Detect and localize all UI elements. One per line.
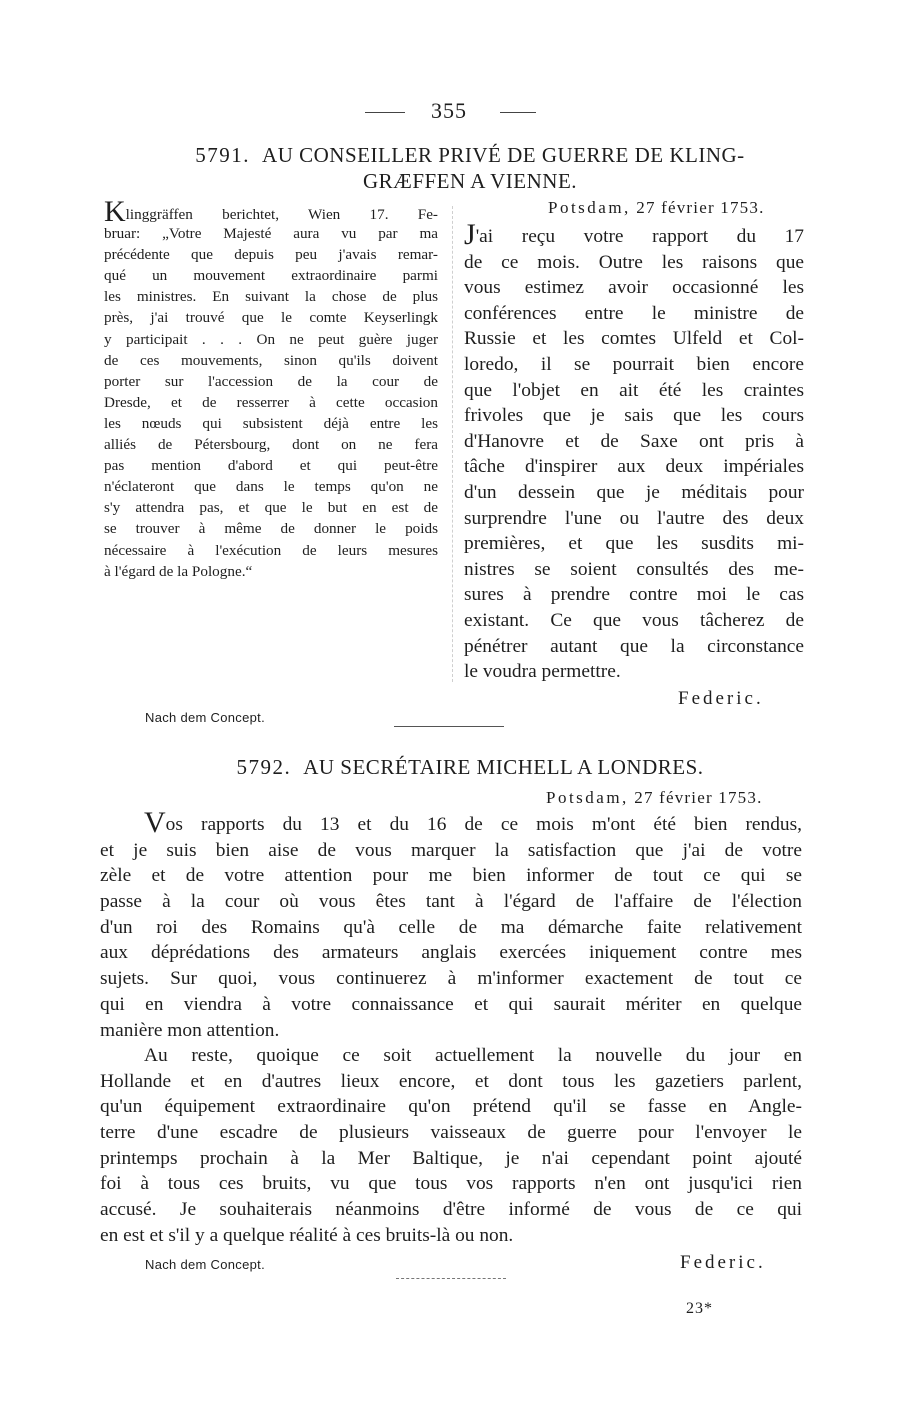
doc-5791-signature: Federic.	[678, 688, 764, 709]
text-line: de ces mouvements, sinon qu'ils doivent	[104, 351, 438, 369]
header-rule-right	[500, 112, 536, 113]
text-line: Au reste, quoique ce soit actuellement la nouvelle du jour en	[144, 1045, 802, 1066]
text-line: qui en viendra à votre connaissance et qui saurait mériter en quelque	[100, 993, 802, 1015]
text-line: précédente que depuis peu j'avais remar-	[104, 246, 438, 264]
dateline-place: Potsdam,	[546, 788, 629, 807]
doc-5792-paragraph-1	[100, 806, 802, 1043]
dateline-date: 27 février 1753.	[634, 788, 763, 807]
text-line: de ce mois. Outre les raisons que	[464, 251, 804, 273]
text-line: passe à la cour où vous êtes tant à l'égard de l'affaire de l'élection	[100, 891, 802, 913]
doc-5791-number: 5791.	[195, 143, 251, 167]
text-line: zèle et de votre attention pour me bien informer de tout ce qui se	[100, 865, 802, 887]
text-line: aux déprédations des armateurs anglais exercées iniquement contre mes	[100, 942, 802, 964]
line-text: 'ai reçu votre rapport du 17	[475, 226, 804, 247]
column-divider	[452, 206, 453, 682]
text-line: près, j'ai trouvé que le comte Keyserlingk	[104, 309, 438, 327]
text-line: d'un dessein que je méditais pour	[464, 481, 804, 503]
line-text: linggräffen berichtet, Wien 17. Fe-	[125, 206, 438, 223]
text-line: en est et s'il y a quelque réalité à ces bruits-là ou non.	[100, 1224, 514, 1246]
initial-letter: J	[464, 218, 476, 251]
doc-5791-title	[90, 142, 850, 194]
text-line: tâche d'inspirer aux deux impériales	[464, 456, 804, 478]
doc-5792-paragraph-2	[100, 1043, 802, 1249]
header-rule-left	[365, 112, 405, 113]
text-line: y participait . . . On ne peut guère juger	[104, 330, 438, 348]
text-line: que l'objet en ait été les craintes	[464, 379, 804, 401]
text-line: terre d'une escadre de plusieurs vaisseaux de guerre pour l'envoyer le	[100, 1122, 802, 1144]
text-line: frivoles que je sais que les cours	[464, 405, 804, 427]
text-line	[464, 218, 804, 251]
line-text: os rapports du 13 et du 16 de ce mois m'ont été bien rendus,	[165, 814, 802, 835]
initial-letter: K	[104, 195, 126, 228]
text-line: à l'égard de la Pologne.“	[104, 562, 253, 580]
section-divider	[394, 726, 504, 727]
text-line: les ministres. En suivant la chose de plus	[104, 288, 438, 306]
doc-5791-dateline	[548, 198, 765, 218]
text-line: manière mon attention.	[100, 1019, 280, 1041]
doc-5792-source-note: Nach dem Concept.	[145, 1257, 265, 1272]
text-line: qu'un équipement extraordinaire qu'on prétend qu'il se fasse en Angle-	[100, 1096, 802, 1118]
text-line: surprendre l'une ou l'autre des deux	[464, 507, 804, 529]
footer-divider	[396, 1278, 506, 1279]
text-line: conférences entre le ministre de	[464, 302, 804, 324]
doc-5792-title	[90, 754, 850, 780]
text-line: vous estimez avoir occasionné les	[464, 277, 804, 299]
text-line: n'éclateront que dans le temps qu'on ne	[104, 478, 438, 496]
text-line: d'Hanovre et de Saxe ont pris à	[464, 430, 804, 452]
dateline-place: Potsdam,	[548, 198, 631, 217]
text-line: et je suis bien aise de vous marquer la satisfaction que j'ai de votre	[100, 839, 802, 861]
text-line: bruar: „Votre Majesté aura vu par ma	[104, 225, 438, 243]
text-line	[100, 806, 802, 839]
doc-5792-title-text: AU SECRÉTAIRE MICHELL A LONDRES.	[303, 755, 704, 779]
initial-letter: V	[144, 806, 166, 839]
text-line: s'y attendra pas, et que le but en est de	[104, 499, 438, 517]
doc-5792-dateline	[546, 788, 763, 808]
text-line: Russie et les comtes Ulfeld et Col-	[464, 328, 804, 350]
text-line: les nœuds qui subsistent déjà entre les	[104, 414, 438, 432]
text-line: foi à tous ces bruits, vu que tous vos rapports n'en ont jusqu'ici rien	[100, 1173, 802, 1195]
text-line: sujets. Sur quoi, vous continuerez à m'informer exactement de tout ce	[100, 968, 802, 990]
text-line: d'un roi des Romains qu'à celle de ma démarche faite relativement	[100, 916, 802, 938]
text-line	[104, 195, 438, 228]
text-line: nistres se soient consultés des me-	[464, 558, 804, 580]
text-line: sures à prendre contre moi le cas	[464, 584, 804, 606]
text-line: qué un mouvement extraordinaire parmi	[104, 267, 438, 285]
doc-5791-report-summary	[104, 195, 438, 582]
text-line: porter sur l'accession de la cour de	[104, 372, 438, 390]
page-header	[0, 98, 900, 124]
text-line: alliés de Pétersbourg, dont on ne fera	[104, 436, 438, 454]
doc-5792-number: 5792.	[236, 755, 292, 779]
text-line: pénétrer autant que la circonstance	[464, 635, 804, 657]
text-line: accusé. Je souhaiterais néanmoins d'être informé de vous de ce qui	[100, 1199, 802, 1221]
dateline-date: 27 février 1753.	[636, 198, 765, 217]
text-line: existant. Ce que vous tâcherez de	[464, 609, 804, 631]
text-line: printemps prochain à la Mer Baltique, je n'ai cependant point ajouté	[100, 1147, 802, 1169]
text-line: nécessaire à l'exécution de leurs mesures	[104, 541, 438, 559]
text-line: loredo, il se pourrait bien encore	[464, 353, 804, 375]
page-number: 355	[431, 98, 467, 123]
doc-5791-title-line1: AU CONSEILLER PRIVÉ DE GUERRE DE KLING-	[262, 143, 745, 167]
doc-5791-letter-body	[464, 218, 804, 685]
text-line: premières, et que les susdits mi-	[464, 533, 804, 555]
text-line: Hollande et en d'autres lieux encore, et dont tous les gazetiers parlent,	[100, 1070, 802, 1092]
doc-5791-source-note: Nach dem Concept.	[145, 710, 265, 725]
doc-5791-title-line2: GRÆFFEN A VIENNE.	[362, 169, 578, 193]
doc-5792-signature: Federic.	[680, 1252, 766, 1273]
text-line: Dresde, et de resserrer à cette occasion	[104, 393, 438, 411]
text-line: pas mention d'abord et qui peut-être	[104, 457, 438, 475]
signature-mark: 23*	[686, 1300, 713, 1317]
text-line: le voudra permettre.	[464, 661, 621, 683]
text-line: se trouver à même de donner le poids	[104, 520, 438, 538]
